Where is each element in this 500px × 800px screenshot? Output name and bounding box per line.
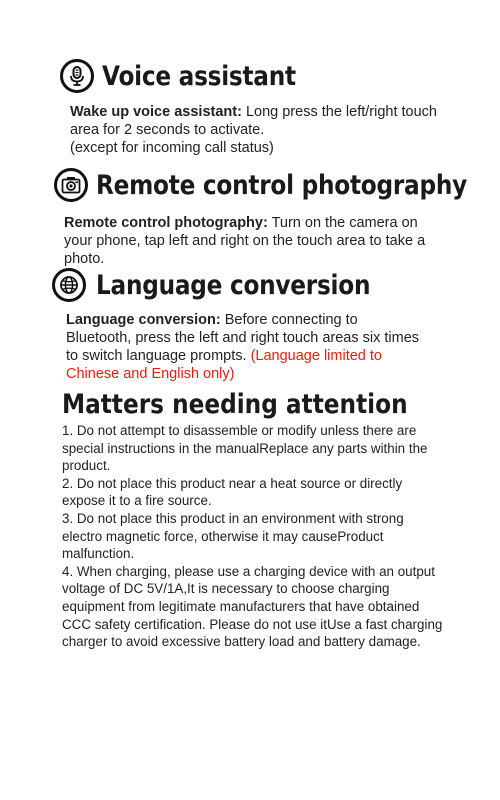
matters-list [62,422,444,651]
matters-item: 1. Do not attempt to disassemble or modify unless there are special instructions in the manualReplace any parts within the product. [62,423,428,474]
description-label: Remote control photography: [64,215,268,231]
camera-icon [54,168,88,202]
matters-item: 4. When charging, please use a charging device with an output voltage of DC 5V/1A,It is necessary to choose charging equipment from legitimate manufacturers that have obtained CCC safety certification. Please do not use itUse a fast charging charger to avoid excessive battery load and battery damage. [62,563,443,650]
globe-icon [52,268,86,302]
matters-item: 2. Do not place this product near a heat source or directly expose it to a fire source. [62,475,403,509]
matters-title: Matters needing attention [62,389,408,420]
remote-photography-description [64,214,436,268]
section-title: Voice assistant [102,60,296,92]
language-conversion-description [66,311,422,383]
language-conversion-header [52,268,415,302]
section-title: Remote control photography [96,169,467,201]
description-label: Language conversion: [66,312,221,328]
matters-item: 3. Do not place this product in an environment with strong electro magnetic force, otherwise it may causeProduct malfunction. [62,510,404,562]
section-title: Language conversion [96,269,371,301]
description-text: Turn on the camera on your phone, tap left and right on the touch area to take a photo. [64,215,426,267]
language-limit-note: (Language limited to Chinese and English only) [66,348,382,382]
description-label: Wake up voice assistant: [70,104,242,120]
description-text: Long press the left/right touch area for 2 seconds to activate. [70,104,437,138]
voice-assistant-description [70,103,442,157]
description-text: Before connecting to Bluetooth, press the left and right touch areas six times to switch language prompts. [66,312,420,364]
remote-photography-header [54,168,500,202]
description-note: (except for incoming call status) [70,140,274,156]
voice-assistant-header [60,59,327,93]
microphone-icon [60,59,94,93]
